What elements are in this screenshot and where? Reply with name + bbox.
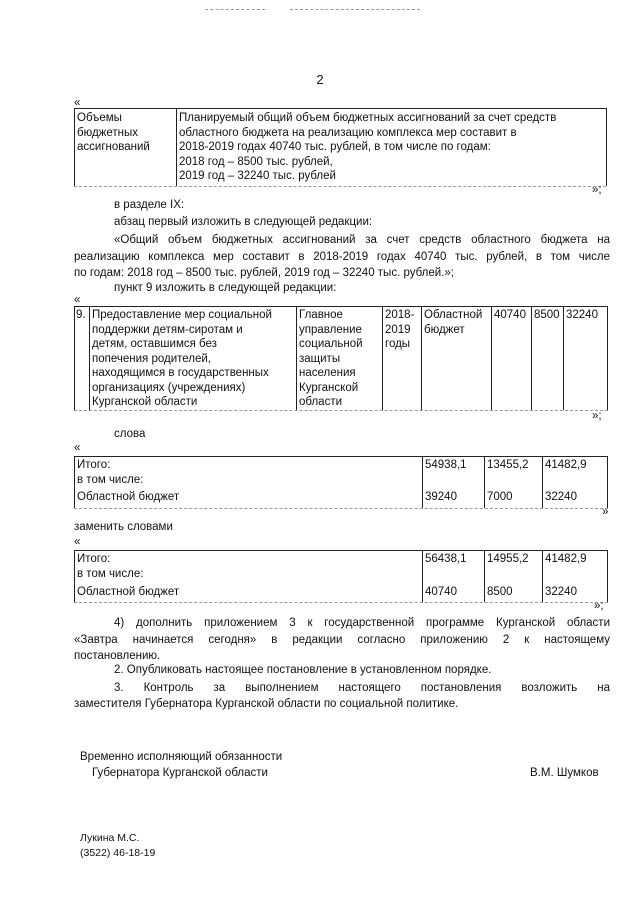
close-quote: » [602, 506, 609, 518]
table-border [382, 306, 383, 410]
table-border [74, 550, 75, 602]
executor-line: Курганской [299, 381, 359, 394]
open-quote: « [74, 442, 81, 454]
table-border [531, 306, 532, 410]
executor-line: области [299, 396, 343, 408]
measure-line: Курганской области [92, 396, 198, 408]
section-ref: в разделе IX: [114, 199, 185, 211]
totals-2019: 41482,9 [545, 553, 587, 565]
table-border [422, 550, 423, 602]
table-border [607, 456, 608, 508]
budget-text-line: 2019 год – 32240 тыс. рублей [179, 170, 336, 182]
paragraph-line: реализацию комплекса мер составит в 2018-2019 годах 40740 тыс. рублей, в том числе [74, 251, 610, 263]
table-border [176, 108, 177, 186]
budget-text-line: областного бюджета на реализацию комплекса мер составит в [179, 126, 517, 139]
executor-line: защиты [299, 352, 341, 365]
table-border [484, 456, 485, 508]
measure-line: Предоставление мер социальной [92, 309, 272, 321]
totals-label: в том числе: [77, 568, 144, 580]
table-border [89, 306, 90, 410]
budget-text-line: Планируемый общий объем бюджетных ассигнований за счет средств [179, 112, 557, 124]
table-border [74, 456, 608, 457]
measure-line: находящимся в государственных [92, 367, 269, 379]
period-line: 2019 [385, 323, 411, 336]
open-quote: « [74, 536, 81, 548]
close-quote: »; [592, 410, 602, 422]
totals-total: 39240 [425, 491, 457, 503]
table-border [74, 108, 75, 186]
executor-line: Главное [299, 309, 343, 321]
paragraph-line: пункт 9 изложить в следующей редакции: [114, 282, 337, 294]
open-quote: « [74, 97, 81, 109]
totals-2018: 14955,2 [487, 553, 529, 565]
page-number: 2 [316, 72, 324, 87]
contact-phone: (3522) 46-18-19 [80, 847, 156, 859]
close-quote: »; [592, 184, 602, 196]
signatory-title: Губернатора Курганской области [92, 767, 268, 779]
table-border [542, 456, 543, 508]
table-border [74, 602, 608, 603]
measure-line: детям, оставшимся без [92, 338, 217, 350]
open-quote: « [74, 294, 81, 306]
budget-text-line: 2018 год – 8500 тыс. рублей, [179, 155, 333, 168]
table-border [74, 508, 608, 509]
signatory-title: Временно исполняющий обязанности [80, 751, 283, 763]
totals-label: Итого: [77, 459, 111, 471]
paragraph-line: «Общий объем бюджетных ассигнований за счет средств областного бюджета на [114, 234, 610, 246]
totals-label: Итого: [77, 553, 111, 565]
table-border [606, 108, 607, 186]
totals-2018: 13455,2 [487, 459, 529, 471]
table-border [296, 306, 297, 410]
table-border [542, 550, 543, 602]
item-2: 2. Опубликовать настоящее постановление в установленном порядке. [114, 664, 492, 676]
budget-label-line: бюджетных [77, 126, 139, 139]
table-border [607, 550, 608, 602]
table-border [484, 550, 485, 602]
totals-2019: 32240 [545, 491, 577, 503]
table-border [74, 550, 608, 551]
replace-label: заменить словами [74, 521, 173, 533]
item-3-line: 3. Контроль за выполнением настоящего постановления возложить на [114, 682, 610, 694]
contact-name: Лукина М.С. [80, 832, 140, 844]
executor-line: социальной [299, 338, 363, 350]
table-border [491, 306, 492, 410]
signatory-name: В.М. Шумков [530, 767, 599, 779]
totals-2018: 8500 [487, 586, 513, 598]
executor-line: населения [299, 367, 356, 379]
close-quote: »; [594, 600, 604, 612]
measure-line: попечения родителей, [92, 352, 211, 365]
totals-2019: 32240 [545, 586, 577, 598]
table-border [421, 306, 422, 410]
item-3-line: заместителя Губернатора Курганской области по социальной политике. [74, 698, 459, 710]
totals-label: Областной бюджет [77, 586, 180, 598]
totals-total: 54938,1 [425, 459, 467, 471]
table-border [607, 306, 608, 410]
totals-2018: 7000 [487, 491, 513, 503]
table-border [74, 186, 606, 187]
item-4-line: «Завтра начинается сегодня» в редакции согласно приложению 2 к настоящему [74, 634, 610, 646]
paragraph-line: по годам: 2018 год – 8500 тыс. рублей, 2019 год – 32240 тыс. рублей.»; [74, 267, 454, 279]
budget-label-line: Объемы [77, 112, 122, 124]
source-line: бюджет [424, 323, 465, 336]
item-4-line: постановлению. [74, 650, 161, 662]
amount-2019: 32240 [566, 309, 598, 321]
table-border [74, 108, 606, 109]
scan-mark [290, 9, 420, 10]
budget-text-line: 2018-2019 годах 40740 тыс. рублей, в том числе по годам: [179, 141, 491, 153]
table-border [74, 456, 75, 508]
period-line: 2018- [385, 309, 415, 321]
table-border [74, 306, 75, 410]
executor-line: управление [299, 323, 362, 336]
words-label: слова [114, 428, 146, 440]
period-line: годы [385, 338, 411, 350]
budget-label-line: ассигнований [77, 141, 150, 153]
totals-label: в том числе: [77, 474, 144, 486]
item-4-line: 4) дополнить приложением 3 к государственной программе Курганской области [114, 617, 610, 629]
table-border [563, 306, 564, 410]
amount-total: 40740 [494, 309, 526, 321]
totals-label: Областной бюджет [77, 491, 180, 503]
amount-2018: 8500 [534, 309, 560, 321]
row-number: 9. [76, 309, 86, 321]
paragraph-line: абзац первый изложить в следующей редакции: [114, 216, 373, 228]
source-line: Областной [424, 309, 483, 321]
measure-line: организациях (учреждениях) [92, 381, 246, 394]
totals-total: 56438,1 [425, 553, 467, 565]
totals-2019: 41482,9 [545, 459, 587, 471]
measure-line: поддержки детям-сиротам и [92, 323, 243, 336]
scan-mark [205, 9, 265, 10]
totals-total: 40740 [425, 586, 457, 598]
table-border [422, 456, 423, 508]
table-border [74, 410, 608, 411]
table-border [74, 306, 608, 307]
